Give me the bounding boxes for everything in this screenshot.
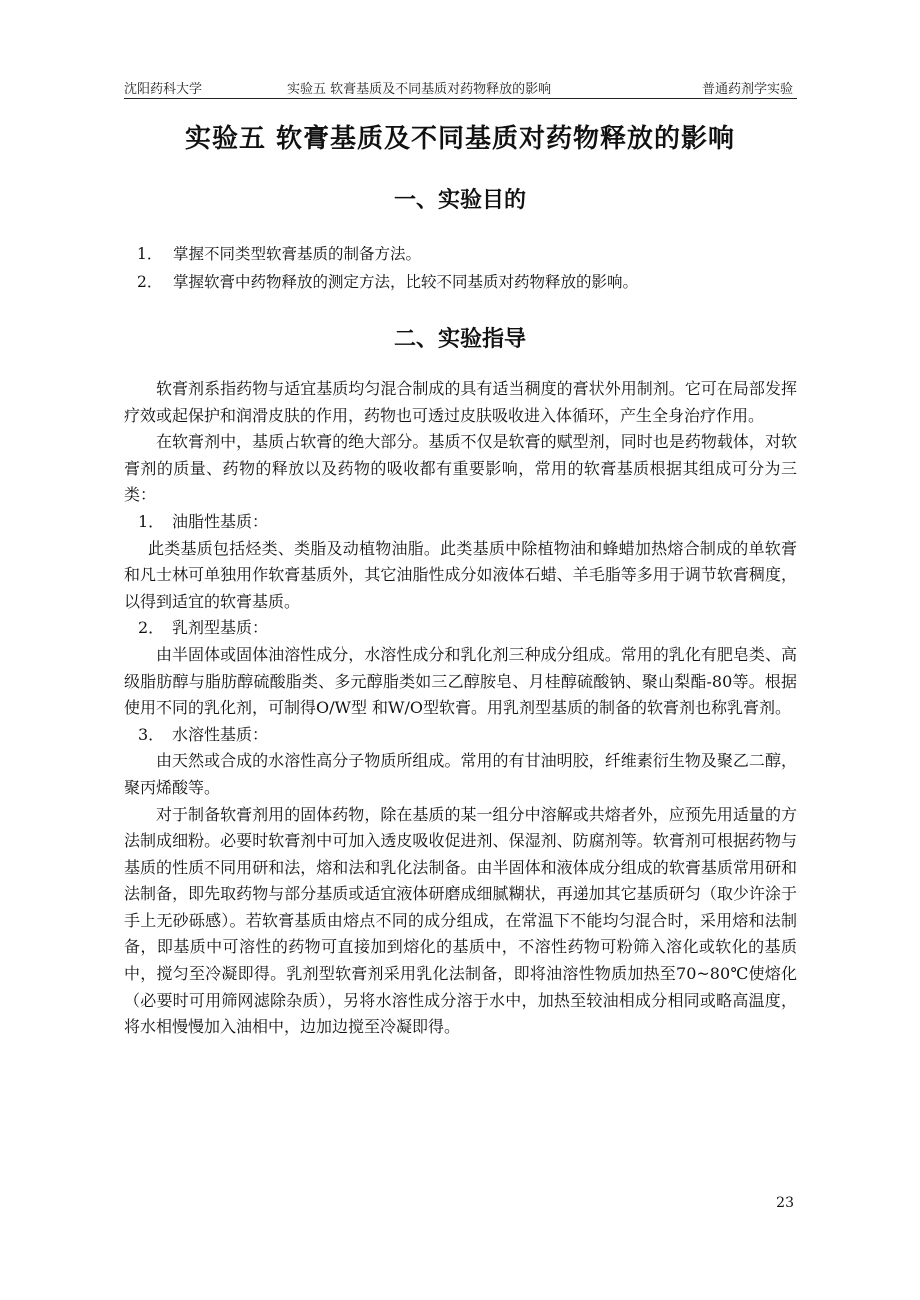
guidance-body [124, 376, 797, 1041]
paragraph-preparation: 对于制备软膏剂用的固体药物，除在基质的某一组分中溶解或共熔者外，应预先用适量的方法制成细粉。必要时软膏剂中可加入透皮吸收促进剂、保湿剂、防腐剂等。软膏剂可根据药物与基质的性质不同用研和法，熔和法和乳化法制备。由半固体和液体成分组成的软膏基质常用研和法制备，即先取药物与部分基质或适宜液体研磨成细腻糊状，再递加其它基质研匀（取少许涂于手上无砂砾感）。若软膏基质由熔点不同的成分组成，在常温下不能均匀混合时，采用熔和法制备，即基质中可溶性的药物可直接加到熔化的基质中，不溶性药物可粉筛入溶化或软化的基质中，搅匀至冷凝即得。乳剂型软膏剂采用乳化法制备，即将油溶性物质加热至70~80℃使熔化（必要时可用筛网滤除杂质），另将水溶性成分溶于水中，加热至较油相成分相同或略高温度，将水相慢慢加入油相中，边加边搅至冷凝即得。 [124, 804, 797, 1037]
objective-item [137, 268, 638, 296]
subheading-number: 3． [138, 724, 165, 744]
objective-text: 掌握不同类型软膏基质的制备方法。 [173, 245, 422, 263]
paragraph-bases: 在软膏剂中，基质占软膏的绝大部分。基质不仅是软膏的赋型剂，同时也是药物载体，对软膏剂的质量、药物的释放以及药物的吸收都有重要影响，常用的软膏基质根据其组成可分为三类： [124, 432, 797, 505]
objective-number: 2． [137, 273, 163, 291]
subheading-emulsion-base [124, 615, 797, 642]
objectives-list [137, 240, 638, 296]
subheading-text: 水溶性基质： [172, 724, 269, 744]
paragraph-oil-base: 此类基质包括烃类、类脂及动植物油脂。此类基质中除植物油和蜂蜡加热熔合制成的单软膏和凡士林可单独用作软膏基质外，其它油脂性成分如液体石蜡、羊毛脂等多用于调节软膏稠度，以得到适宜的软膏基质。 [124, 538, 797, 611]
running-header [124, 76, 797, 99]
paragraph-water-base: 由天然或合成的水溶性高分子物质所组成。常用的有甘油明胶，纤维素衍生物及聚乙二醇，聚丙烯酸等。 [124, 751, 797, 797]
subheading-text: 油脂性基质： [172, 511, 269, 531]
subheading-water-base [124, 722, 797, 749]
paragraph-emulsion-base: 由半固体或固体油溶性成分，水溶性成分和乳化剂三种成分组成。常用的乳化有肥皂类、高级脂肪醇与脂肪醇硫酸脂类、多元醇脂类如三乙醇胺皂、月桂醇硫酸钠、聚山梨酯-80等。根据使用不同的乳化剂，可制得O/W型 和W/O型软膏。用乳剂型基质的制备的软膏剂也称乳膏剂。 [124, 644, 797, 718]
objective-number: 1． [137, 245, 163, 263]
subheading-number: 1． [138, 511, 165, 531]
objective-text: 掌握软膏中药物释放的测定方法，比较不同基质对药物释放的影响。 [173, 273, 639, 291]
section-heading-objectives: 一、实验目的 [393, 188, 526, 213]
subheading-oil-base [124, 509, 797, 536]
subheading-text: 乳剂型基质： [172, 618, 269, 638]
header-chapter-title: 实验五 软膏基质及不同基质对药物释放的影响 [287, 82, 552, 97]
subheading-number: 2． [138, 618, 165, 638]
paragraph-definition: 软膏剂系指药物与适宜基质均匀混合制成的具有适当稠度的膏状外用制剂。它可在局部发挥疗效或起保护和润滑皮肤的作用，药物也可透过皮肤吸收进入体循环，产生全身治疗作用。 [124, 379, 797, 425]
page-title: 实验五 软膏基质及不同基质对药物释放的影响 [184, 124, 736, 154]
section-heading-guidance: 二、实验指导 [393, 327, 526, 352]
page-number: 23 [776, 1195, 794, 1211]
objective-item [137, 240, 638, 268]
header-course: 普通药剂学实验 [701, 82, 793, 97]
header-university: 沈阳药科大学 [124, 82, 203, 97]
